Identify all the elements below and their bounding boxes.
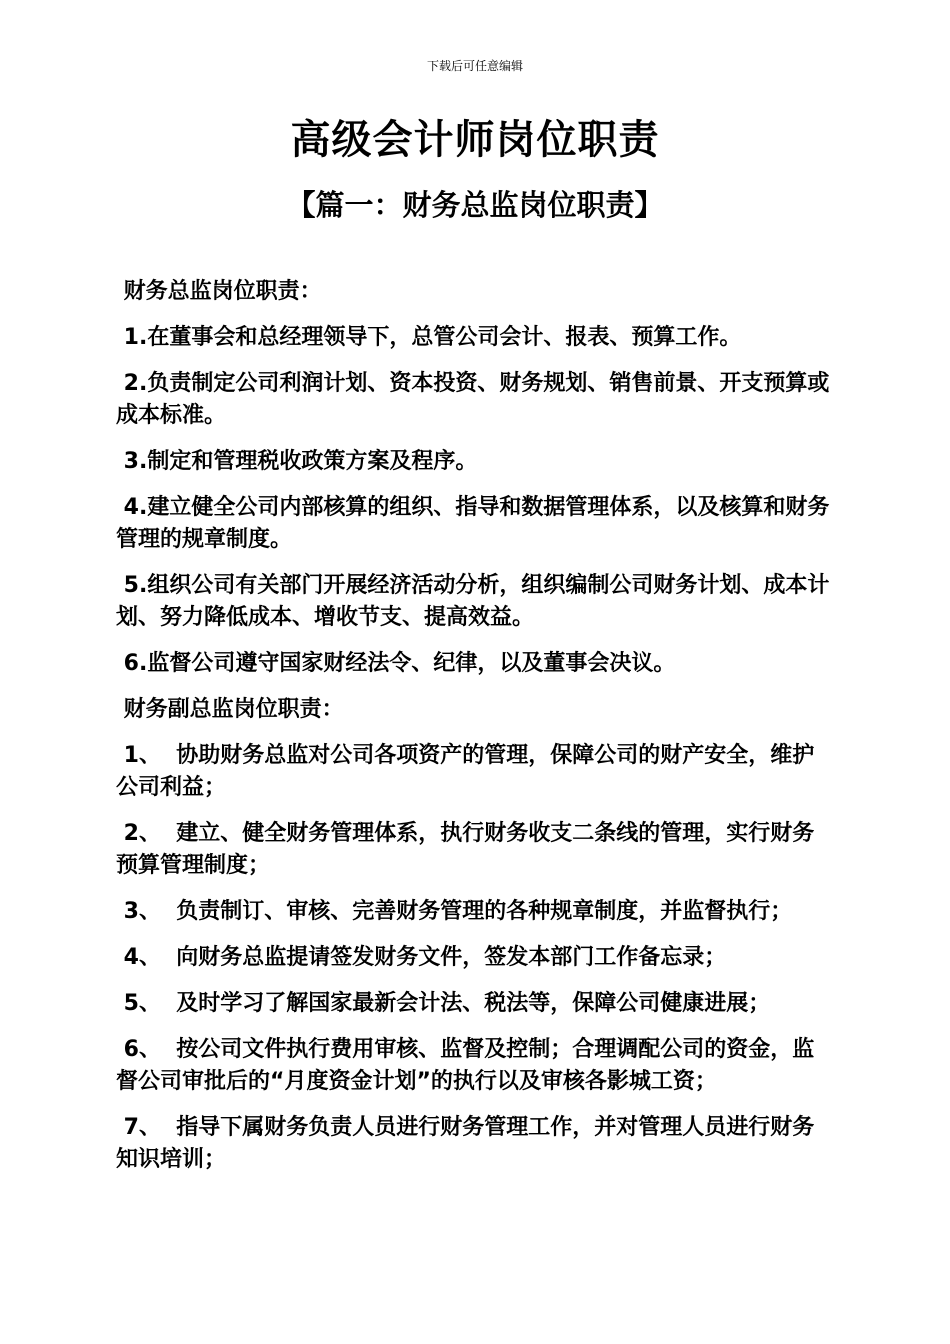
list-item: 3.制定和管理税收政策方案及程序。 [116, 449, 478, 474]
header-note: 下载后可任意编辑 [426, 59, 523, 73]
document-title: 高级会计师岗位职责 [290, 117, 660, 163]
list-item: 5.组织公司有关部门开展经济活动分析，组织编制公司财务计划、成本计划、努力降低成本、增收节支、提高效益。 [116, 573, 830, 630]
list-item: 5、 及时学习了解国家最新会计法、税法等，保障公司健康进展； [116, 991, 771, 1016]
list-item: 7、 指导下属财务负责人员进行财务管理工作，并对管理人员进行财务知识培训； [116, 1115, 815, 1172]
list-item: 6.监督公司遵守国家财经法令、纪律，以及董事会决议。 [116, 651, 676, 676]
list-item: 4、 向财务总监提请签发财务文件，签发本部门工作备忘录； [116, 945, 727, 970]
section-heading-deputy-cfo: 财务副总监岗位职责： [116, 697, 344, 722]
list-item: 4.建立健全公司内部核算的组织、指导和数据管理体系，以及核算和财务管理的规章制度。 [116, 495, 830, 552]
list-item: 3、 负责制订、审核、完善财务管理的各种规章制度，并监督执行； [116, 899, 793, 924]
list-item: 1.在董事会和总经理领导下，总管公司会计、报表、预算工作。 [116, 325, 742, 350]
list-item: 2、 建立、健全财务管理体系，执行财务收支二条线的管理，实行财务预算管理制度； [116, 821, 815, 878]
section-heading-cfo: 财务总监岗位职责： [116, 279, 322, 304]
list-item: 6、 按公司文件执行费用审核、监督及控制；合理调配公司的资金，监督公司审批后的“月度资金计划”的执行以及审核各影城工资； [116, 1037, 815, 1094]
document-body [116, 276, 836, 1176]
list-item: 2.负责制定公司利润计划、资本投资、财务规划、销售前景、开支预算或成本标准。 [116, 371, 830, 428]
document-subtitle: 【篇一：财务总监岗位职责】 [286, 188, 664, 222]
list-item: 1、 协助财务总监对公司各项资产的管理，保障公司的财产安全，维护公司利益； [116, 743, 815, 800]
